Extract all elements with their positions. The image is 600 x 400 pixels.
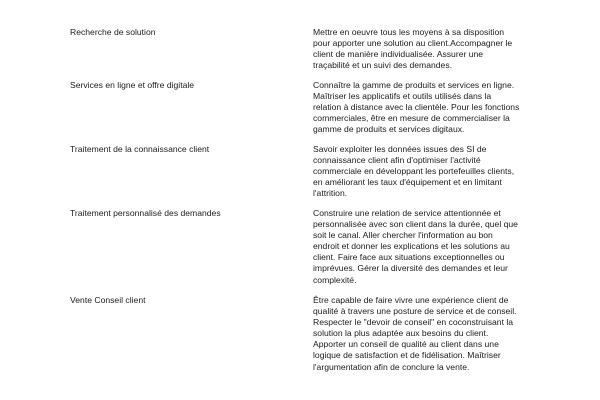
description-line: Respecter le "devoir de conseil" en coconstruisant la bbox=[313, 317, 514, 328]
description-line: solution la plus adaptée aux besoins du client. bbox=[313, 328, 489, 339]
description-line: Connaître la gamme de produits et services en ligne. bbox=[313, 80, 515, 90]
description-line: connaissance client afin d'optimiser l'activité bbox=[313, 155, 481, 166]
description-line: imprévues. Gérer la diversité des demandes et leur bbox=[313, 263, 508, 274]
description-line: client. Faire face aux situations exceptionnelles ou bbox=[313, 252, 505, 263]
description-line: complexité. bbox=[313, 274, 357, 285]
description-line: endroit et donner les explications et les solutions au bbox=[313, 241, 510, 252]
description-line: commerciales, être en mesure de commercialiser la bbox=[313, 113, 510, 124]
description-line: soit le canal. Aller chercher l'information au bon bbox=[313, 230, 493, 241]
description-line: gamme de produits et services digitaux. bbox=[313, 124, 465, 135]
skill-name: Recherche de solution bbox=[70, 27, 156, 37]
description-line: Mettre en oeuvre tous les moyens à sa disposition bbox=[313, 27, 505, 37]
description-line: en améliorant les taux d'équipement et en limitant bbox=[313, 177, 502, 188]
skill-description bbox=[313, 208, 545, 286]
skill-description bbox=[313, 80, 545, 135]
description-line: l'attrition. bbox=[313, 188, 348, 199]
description-line: client de manière individualisée. Assurer une bbox=[313, 49, 484, 60]
skill-description bbox=[313, 295, 545, 373]
description-line: Construire une relation de service attentionnée et bbox=[313, 208, 501, 218]
skill-name: Services en ligne et offre digitale bbox=[70, 80, 195, 90]
description-line: qualité à travers une posture de service et de conseil. bbox=[313, 306, 517, 317]
description-line: pour apporter une solution au client.Accompagner le bbox=[313, 38, 513, 49]
description-line: traçabilité et un suivi des demandes. bbox=[313, 60, 453, 71]
description-line: relation à distance avec la clientèle. Pour les fonctions bbox=[313, 102, 520, 113]
description-line: logique de satisfaction et de fidélisation. Maîtriser bbox=[313, 350, 501, 361]
description-line: Apporter un conseil de qualité au client dans une bbox=[313, 339, 499, 350]
skill-name: Vente Conseil client bbox=[70, 295, 146, 305]
description-line: Être capable de faire vivre une expérience client de bbox=[313, 295, 509, 305]
description-line: Savoir exploiter les données issues des SI de bbox=[313, 144, 487, 154]
description-line: commerciale en développant les portefeuilles clients, bbox=[313, 166, 515, 177]
description-line: personnalisée avec son client dans la durée, quel que bbox=[313, 219, 518, 230]
skill-description bbox=[313, 144, 545, 199]
skill-name: Traitement personnalisé des demandes bbox=[70, 208, 221, 218]
skill-name: Traitement de la connaissance client bbox=[70, 144, 210, 154]
description-line: l'argumentation afin de conclure la vente. bbox=[313, 361, 470, 372]
description-line: Maîtriser les applicatifs et outils utilisés dans la bbox=[313, 91, 492, 102]
skill-description bbox=[313, 27, 545, 71]
